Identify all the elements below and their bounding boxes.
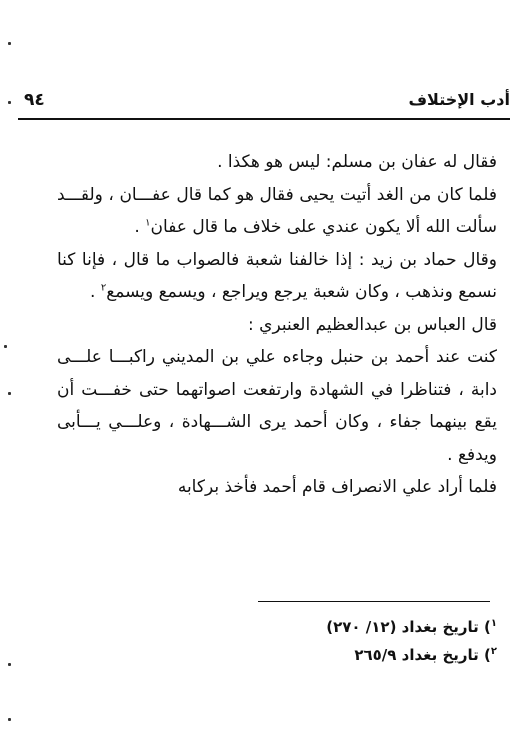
scan-speck [8, 718, 11, 721]
footnote [57, 613, 497, 641]
text-line: كنت عند أحمد بن حنبل وجاءه علي بن المديني راكبـــا علـــى [57, 347, 497, 367]
footnote-reference: ٢ [100, 282, 107, 294]
footnotes [57, 613, 497, 669]
header-divider [18, 118, 510, 120]
text-line: فلما أراد علي الانصراف قام أحمد فأخذ بركابه [177, 477, 497, 497]
text-line: نسمع ونذهب ، وكان شعبة يرجع ويراجع ، ويسمع ويسمع$^٢$ . [90, 282, 497, 302]
text-line: دابة ، فتناظرا في الشهادة وارتفعت اصواتهما حتى خفـــت أن [57, 379, 497, 400]
text-line: وقال حماد بن زيد : إذا خالفنا شعبة فالصواب ما قال ، فإنا كنا [57, 249, 497, 270]
running-header [18, 88, 510, 118]
body-text [57, 146, 497, 504]
footnote-text: ) تاريخ بغداد ٢٦٥/٩ [354, 646, 491, 664]
footnote-mark: ١ [490, 618, 497, 629]
footnote-divider [258, 601, 490, 602]
header-title: أدب الإختلاف [408, 90, 510, 109]
footnote [57, 641, 497, 669]
scan-speck [4, 345, 7, 348]
scan-speck [8, 42, 11, 45]
footnote-text: ) تاريخ بغداد (١٢/ ٢٧٠) [326, 618, 491, 636]
scan-speck [8, 663, 11, 666]
text-line: قال العباس بن عبدالعظيم العنبري : [248, 314, 497, 335]
footnote-mark: ٢ [490, 646, 497, 657]
scan-speck [8, 101, 11, 104]
page-number: ٩٤ [24, 90, 45, 110]
footnote-reference: ١ [145, 217, 151, 229]
text-line: فقال له عفان بن مسلم: ليس هو هكذا . [217, 152, 497, 172]
text-line: سألت الله ألا يكون عندي على خلاف ما قال عفان$^١$ . [134, 217, 497, 237]
text-line: ويدفع . [447, 444, 497, 465]
scan-speck [8, 392, 11, 395]
text-line: فلما كان من الغد أتيت يحيى فقال هو كما قال عفـــان ، ولقـــد [57, 184, 497, 205]
text-line: يقع بينهما جفاء ، وكان أحمد يرى الشـــهادة ، وعلـــي يـــأبى [57, 412, 497, 432]
